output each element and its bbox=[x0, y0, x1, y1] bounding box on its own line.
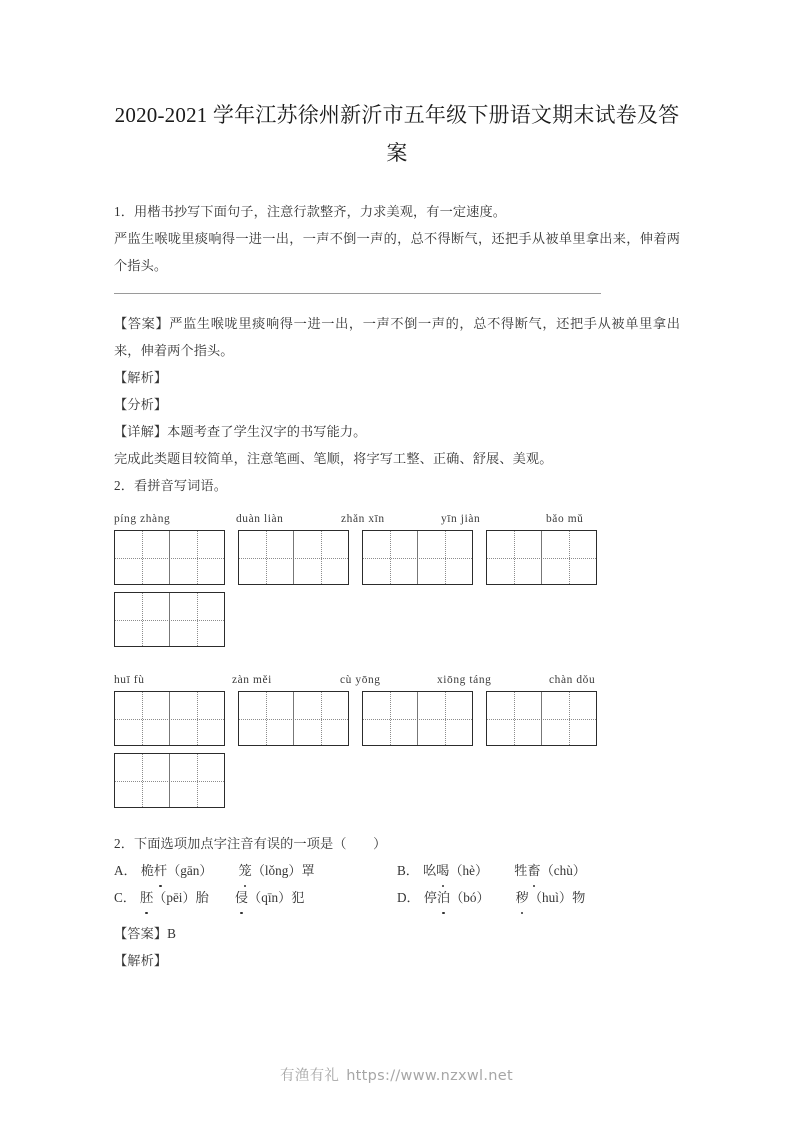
option-c-dotchar-2: 侵 bbox=[235, 884, 248, 911]
grid-cell-divider bbox=[417, 531, 418, 584]
spacer bbox=[114, 911, 680, 920]
watermark-url: https://www.nzxwl.net bbox=[346, 1068, 513, 1084]
option-b[interactable] bbox=[397, 857, 680, 884]
question-1-explanation-label: 【解析】 bbox=[114, 370, 168, 385]
question-2-pinyin-stem: 2．看拼音写词语。 bbox=[114, 478, 227, 493]
pinyin-row-group-2 bbox=[114, 669, 680, 686]
option-c-label: C． bbox=[114, 890, 136, 905]
writing-grid-box[interactable] bbox=[362, 530, 473, 585]
grid-cell-divider bbox=[293, 531, 294, 584]
pinyin-label: cù yōng bbox=[340, 674, 381, 686]
writing-grid-box[interactable] bbox=[238, 691, 349, 746]
document-content bbox=[114, 96, 680, 974]
option-b-text-2-post: （chù） bbox=[540, 863, 586, 878]
option-d-text-2-post: （huì）物 bbox=[528, 890, 586, 905]
pinyin-label: chàn dǒu bbox=[549, 674, 596, 686]
question-1-sentence: 严监生喉咙里痰响得一进一出，一声不倒一声的，总不得断气，还把手从被单里拿出来，伸着两个指头。 bbox=[114, 231, 680, 273]
grid-cell-divider bbox=[541, 531, 542, 584]
option-a-text-1-pre: 桅 bbox=[140, 863, 154, 878]
question-1-detail: 【详解】本题考查了学生汉字的书写能力。 bbox=[114, 424, 367, 439]
choice-row-cd bbox=[114, 884, 680, 911]
option-a-label: A． bbox=[114, 863, 137, 878]
option-c-dotchar-1: 胚 bbox=[140, 884, 153, 911]
question-1-stem: 1．用楷书抄写下面句子，注意行款整齐，力求美观，有一定速度。 bbox=[114, 204, 507, 219]
option-d-text-1-pre: 停 bbox=[423, 890, 437, 905]
page-title: 2020-2021 学年江苏徐州新沂市五年级下册语文期末试卷及答案 bbox=[114, 103, 680, 165]
grid-cell-divider bbox=[169, 754, 170, 807]
option-a-text-2-post: （lǒng）罩 bbox=[251, 863, 315, 878]
pinyin-label: huī fù bbox=[114, 674, 145, 686]
option-b-dotchar-2: 畜 bbox=[527, 857, 540, 884]
option-a[interactable] bbox=[114, 857, 397, 884]
pinyin-label: xiōng táng bbox=[437, 674, 492, 686]
spacer bbox=[114, 499, 680, 508]
question-2-explanation-label: 【解析】 bbox=[114, 953, 168, 968]
writing-grid-box[interactable] bbox=[114, 753, 225, 808]
option-d-label: D． bbox=[397, 890, 420, 905]
spacer bbox=[114, 660, 680, 669]
writing-grid-group-2 bbox=[114, 691, 680, 815]
spacer bbox=[114, 821, 680, 830]
option-c[interactable] bbox=[114, 884, 397, 911]
pinyin-label: duàn liàn bbox=[236, 513, 284, 525]
option-b-text-1-pre: 吆 bbox=[422, 863, 437, 878]
writing-grid-box[interactable] bbox=[486, 530, 597, 585]
section-divider bbox=[114, 293, 601, 294]
pinyin-label: zàn měi bbox=[232, 674, 272, 686]
grid-cell-divider bbox=[169, 593, 170, 646]
writing-grid-box[interactable] bbox=[486, 691, 597, 746]
writing-grid-box[interactable] bbox=[114, 592, 225, 647]
grid-cell-divider bbox=[417, 692, 418, 745]
writing-grid-box[interactable] bbox=[362, 691, 473, 746]
question-1-detail-2: 完成此类题目较简单，注意笔画、笔顺，将字写工整、正确、舒展、美观。 bbox=[114, 451, 553, 466]
option-d-dotchar-2: 秽 bbox=[516, 884, 529, 911]
option-d[interactable] bbox=[397, 884, 680, 911]
option-d-text-1-post: （bó） bbox=[450, 890, 490, 905]
question-1-answer: 【答案】严监生喉咙里痰响得一进一出，一声不倒一声的，总不得断气，还把手从被单里拿出来，伸着两个指头。 bbox=[114, 316, 680, 358]
pinyin-label: bǎo mǔ bbox=[546, 513, 584, 525]
question-2-choice-stem: 2．下面选项加点字注音有误的一项是（ ） bbox=[114, 836, 387, 851]
option-a-dotchar-2: 笼 bbox=[239, 857, 252, 884]
choice-row-ab bbox=[114, 857, 680, 884]
grid-cell-divider bbox=[169, 692, 170, 745]
option-b-text-2-pre: 牲 bbox=[514, 863, 528, 878]
grid-cell-divider bbox=[293, 692, 294, 745]
option-a-dotchar-1: 杆 bbox=[154, 857, 167, 884]
grid-cell-divider bbox=[169, 531, 170, 584]
writing-grid-box[interactable] bbox=[238, 530, 349, 585]
option-c-text-2-post: （qīn）犯 bbox=[248, 890, 305, 905]
pinyin-label: yīn jiàn bbox=[441, 513, 481, 525]
pinyin-label: zhǎn xīn bbox=[341, 513, 385, 525]
option-b-label: B． bbox=[397, 863, 419, 878]
footer-watermark bbox=[0, 1064, 793, 1085]
option-d-dotchar-1: 泊 bbox=[437, 884, 450, 911]
writing-grid-group-1 bbox=[114, 530, 680, 654]
grid-cell-divider bbox=[541, 692, 542, 745]
option-b-text-1-post: （hè） bbox=[449, 863, 489, 878]
watermark-brand: 有渔有礼 bbox=[279, 1068, 340, 1084]
question-2-answer: 【答案】B bbox=[114, 926, 177, 941]
writing-grid-box[interactable] bbox=[114, 530, 225, 585]
option-b-dotchar-1: 喝 bbox=[436, 857, 449, 884]
option-a-text-1-post: （gān） bbox=[167, 863, 213, 878]
pinyin-label: píng zhàng bbox=[114, 513, 171, 525]
writing-grid-box[interactable] bbox=[114, 691, 225, 746]
question-1-analysis-label: 【分析】 bbox=[114, 397, 168, 412]
option-c-text-1-post: （pēi）胎 bbox=[153, 890, 209, 905]
pinyin-row-group-1 bbox=[114, 508, 680, 525]
